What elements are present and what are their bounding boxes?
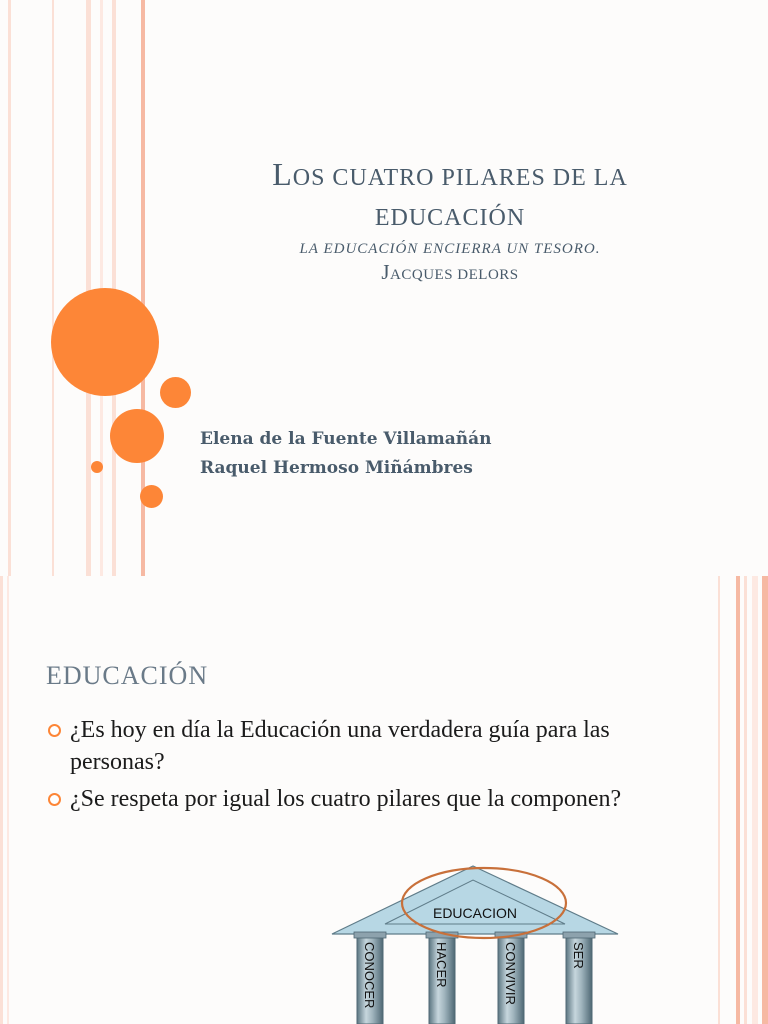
- decorative-stripe: [8, 0, 11, 576]
- slide-subtitle: [150, 239, 750, 259]
- presenter-names: [200, 425, 491, 483]
- subtitle-text: LA EDUCACIÓN ENCIERRA UN TESORO.: [299, 241, 601, 257]
- presenter-name: Elena de la Fuente Villamañán: [200, 429, 492, 449]
- pillar: [495, 932, 527, 1024]
- decorative-circle: [110, 409, 164, 463]
- decorative-stripe: [752, 576, 758, 1024]
- pillar-label: CONVIVIR: [503, 942, 518, 1005]
- title-line2-text: EDUCACIÓN: [374, 205, 526, 231]
- decorative-stripe: [736, 576, 740, 1024]
- decorative-stripe: [744, 576, 747, 1024]
- pillar-label: HACER: [434, 942, 449, 988]
- decorative-stripe: [7, 576, 9, 1024]
- bullet-text: ¿Se respeta por igual los cuatro pilares que la componen?: [70, 786, 622, 812]
- pillar: [354, 932, 386, 1024]
- decorative-stripe: [718, 576, 720, 1024]
- author-rest: ACQUES DELORS: [390, 267, 519, 283]
- presenter-name: Raquel Hermoso Miñámbres: [200, 458, 473, 478]
- title-rest: OS CUATRO PILARES DE LA: [292, 165, 628, 191]
- decorative-circle: [140, 485, 163, 508]
- decorative-stripe: [0, 576, 3, 1024]
- decorative-stripe: [762, 576, 768, 1024]
- slide-title-block: [150, 152, 750, 288]
- slide-heading: EDUCACIÓN: [46, 661, 209, 690]
- bullet-item: [46, 783, 666, 815]
- content-slide: [0, 576, 768, 1024]
- book-author: [150, 259, 750, 288]
- bullet-list: [46, 714, 666, 820]
- circle-bullet-icon: [48, 793, 61, 806]
- decorative-circle: [160, 377, 191, 408]
- pillar: [426, 932, 458, 1024]
- circle-bullet-icon: [48, 724, 61, 737]
- temple-diagram: [330, 856, 630, 1024]
- decorative-circle: [91, 461, 103, 473]
- decorative-stripe: [86, 0, 91, 576]
- bullet-item: [46, 714, 666, 778]
- decorative-stripe: [52, 0, 54, 576]
- pillar-label: CONOCER: [362, 942, 377, 1009]
- bullet-text: ¿Es hoy en día la Educación una verdadera guía para las personas?: [70, 717, 610, 775]
- author-initial: J: [381, 260, 391, 284]
- slide-title-line2: [150, 200, 750, 235]
- decorative-circle: [51, 288, 159, 396]
- pediment-label: EDUCACION: [432, 905, 518, 921]
- pillar-label: SER: [571, 942, 586, 969]
- slide-title: [150, 152, 750, 200]
- title-initial: L: [272, 156, 293, 192]
- pillar: [563, 932, 595, 1024]
